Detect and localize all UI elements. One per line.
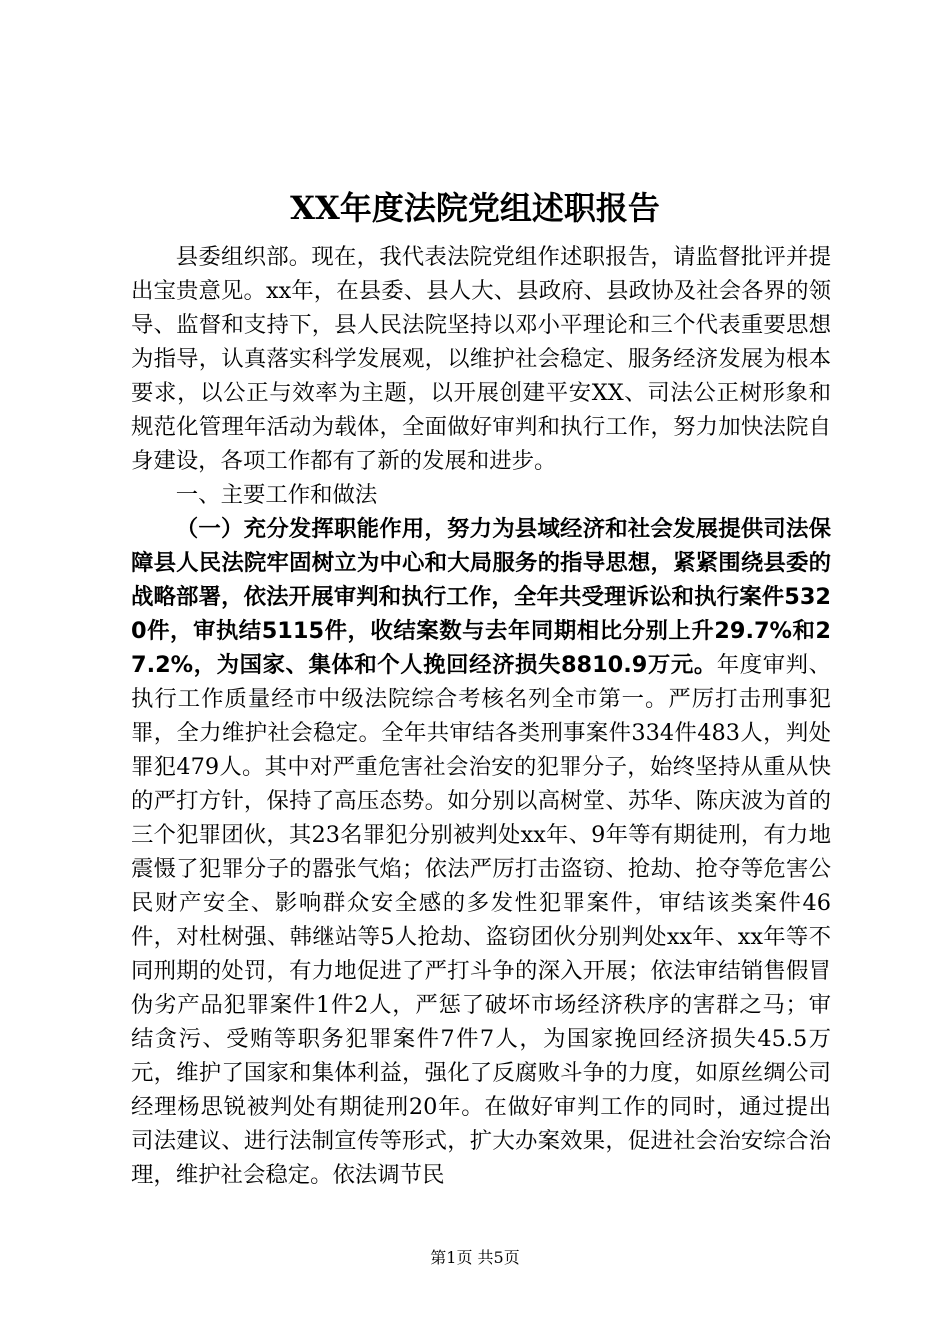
- document-title: XX年度法院党组述职报告: [290, 189, 660, 227]
- intro-paragraph: 县委组织部。现在，我代表法院党组作述职报告，请监督批评并提出宝贵意见。xx年，在县委、县人大、县政府、县政协及社会各界的领导、监督和支持下，县人民法院坚持以邓小平理论和三个代表重要思想为指导，认真落实科学发展观，以维护社会稳定、服务经济发展为根本要求，以公正与效率为主题，以开展创建平安XX、司法公正树形象和规范化管理年活动为载体，全面做好审判和执行工作，努力加快法院自身建设，各项工作都有了新的发展和进步。: [131, 244, 831, 474]
- page-number-footer: 第1页 共5页: [430, 1248, 520, 1267]
- main-paragraph-bold-lead: （一）充分发挥职能作用，努力为县域经济和社会发展提供司法保障县人民法院牢固树立为中心和大局服务的指导思想，紧紧围绕县委的战略部署，依法开展审判和执行工作，全年共受理诉讼和执行案件5320件，审执结5115件，收结案数与去年同期相比分别上升29.7%和27.2%，为国家、集体和个人挽回经济损失8810.9万元。: [131, 516, 831, 678]
- section-heading: 一、主要工作和做法: [175, 482, 378, 508]
- document-body: [131, 240, 831, 1192]
- main-paragraph: [131, 512, 831, 1192]
- main-paragraph-rest: 年度审判、执行工作质量经市中级法院综合考核名列全市第一。严厉打击刑事犯罪，全力维护社会稳定。全年共审结各类刑事案件334件483人，判处罪犯479人。其中对严重危害社会治安的犯罪分子，始终坚持从重从快的严打方针，保持了高压态势。如分别以高树堂、苏华、陈庆波为首的三个犯罪团伙，其23名罪犯分别被判处xx年、9年等有期徒刑，有力地震慑了犯罪分子的嚣张气焰；依法严厉打击盗窃、抢劫、抢夺等危害公民财产安全、影响群众安全感的多发性犯罪案件，审结该类案件46件，对杜树强、韩继站等5人抢劫、盗窃团伙分别判处xx年、xx年等不同刑期的处罚，有力地促进了严打斗争的深入开展；依法审结销售假冒伪劣产品犯罪案件1件2人，严惩了破坏市场经济秩序的害群之马；审结贪污、受贿等职务犯罪案件7件7人，为国家挽回经济损失45.5万元，维护了国家和集体利益，强化了反腐败斗争的力度，如原丝绸公司经理杨思锐被判处有期徒刑20年。在做好审判工作的同时，通过提出司法建议、进行法制宣传等形式，扩大办案效果，促进社会治安综合治理，维护社会稳定。依法调节民: [131, 652, 831, 1188]
